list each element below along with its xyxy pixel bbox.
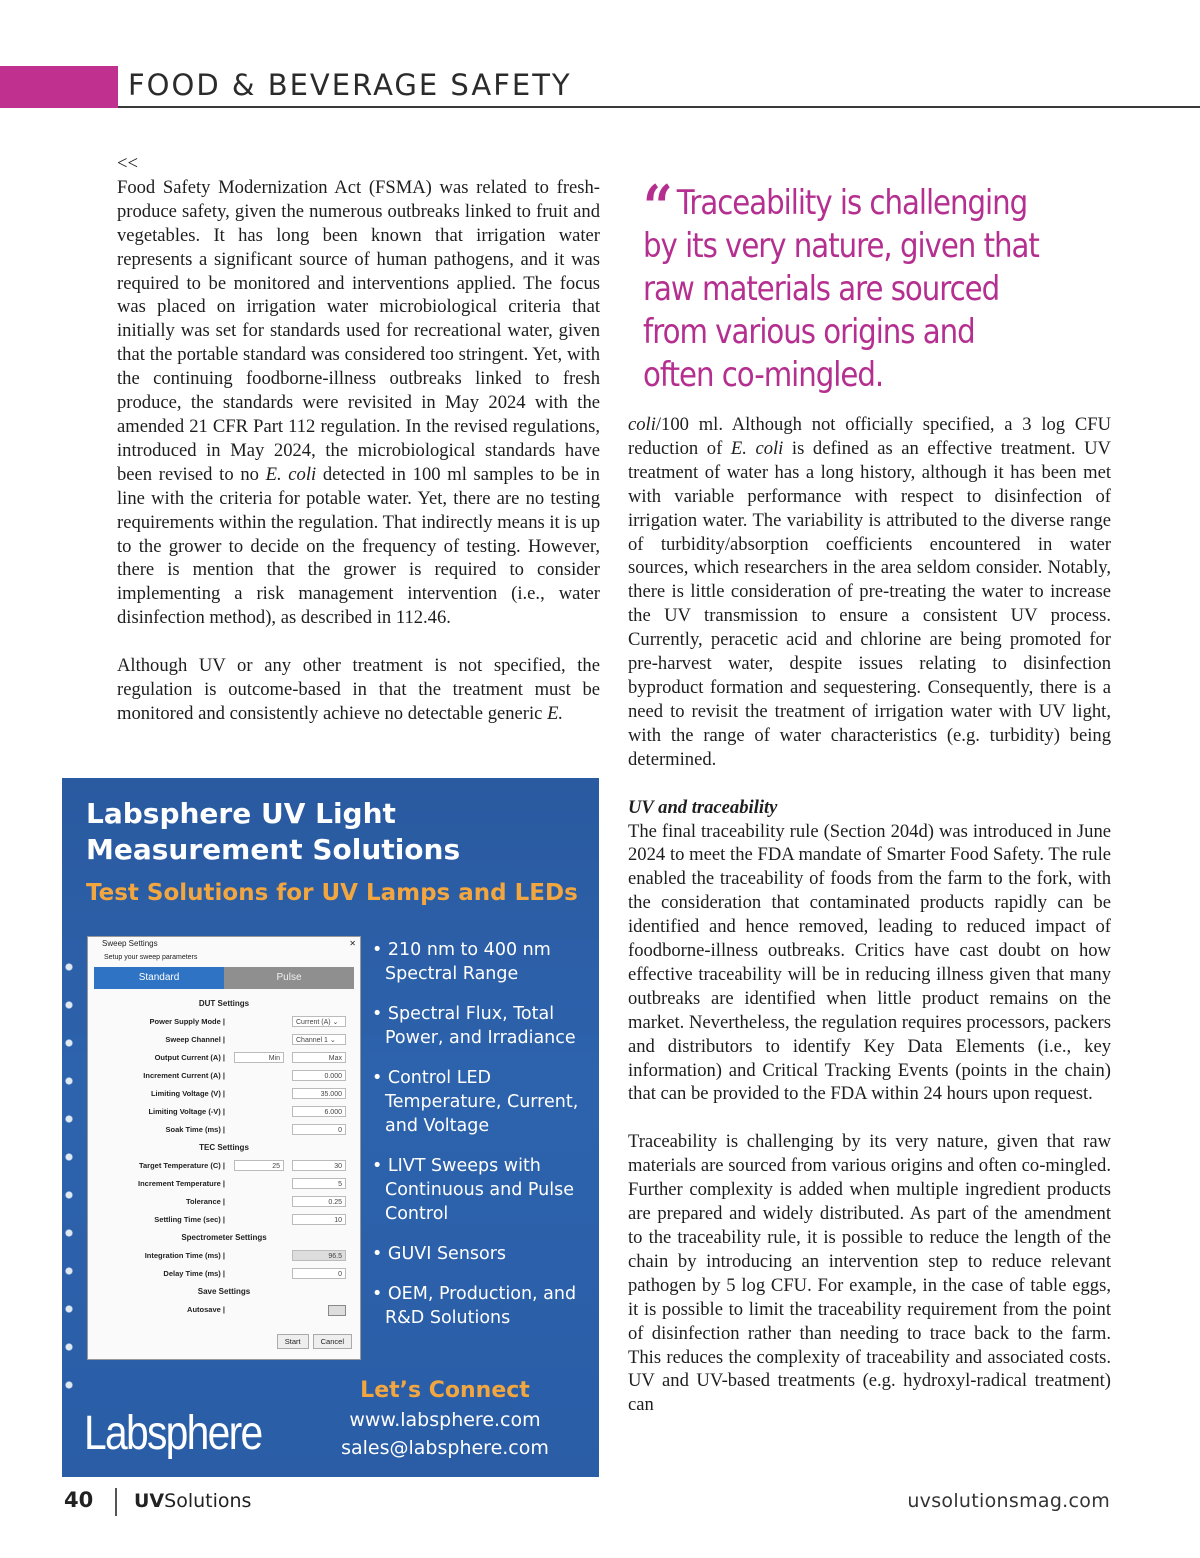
- pull-quote: “ Traceability is challenging by its very nature, given that raw materials are sourced from various origins and often co-mingled.: [643, 173, 1039, 395]
- setting-row: Output Current (A) | Min Max: [88, 1049, 360, 1067]
- section-label: TEC Settings: [199, 1143, 249, 1152]
- setting-row: Limiting Voltage (-V) | 6.000: [88, 1103, 360, 1121]
- setting-row: Delay Time (ms) | 0: [88, 1265, 360, 1283]
- setting-row: Sweep Channel | Channel 1 ⌄: [88, 1031, 360, 1049]
- ad-contact: [310, 1376, 580, 1462]
- labsphere-advertisement[interactable]: [62, 778, 599, 1477]
- list-item: • GUVI Sensors: [372, 1244, 507, 1264]
- site-url: uvsolutionsmag.com: [907, 1490, 1110, 1512]
- setting-row: Tolerance | 0.25: [88, 1193, 360, 1211]
- ad-title: Labsphere UV Light Measurement Solutions: [86, 797, 461, 866]
- setting-row: Increment Current (A) | 0.000: [88, 1067, 360, 1085]
- close-icon: ✕: [349, 939, 356, 948]
- continued-marker: <<: [117, 153, 138, 174]
- decorative-dots: [62, 948, 76, 1408]
- ad-subtitle: Test Solutions for UV Lamps and LEDs: [86, 880, 578, 906]
- info-text: Setup your sweep parameters: [104, 954, 198, 961]
- body-paragraph: Food Safety Modernization Act (FSMA) was related to fresh-produce safety, given the numerous outbreaks linked to fruit and vegetables. It has long been known that irrigation water represents a significant source of human pathogens, and it was required to be monitored and interventions applied. The focus was placed on irrigation water microbiological criteria that initially was set for standards used for recreational water, given that the portable standard was considered too stringent. Yet, with the continuing foodborne-illness outbreaks linked to fresh produce, the standards were revisited in May 2024 with the amended 21 CFR Part 112 regulation. In the revised regulations, introduced in May 2024, the microbiological standards have been revised to no E. coli detected in 100 ml samples to be in line with the criteria for potable water. Yet, there are no testing requirements within the regulation. That indirectly means it is up to the grower to decide on the frequency of testing. However, there is mention that the grower is required to consider implementing a risk management intervention (i.e., water disinfection method), as described in 112.46.: [117, 176, 600, 629]
- section-title: FOOD & BEVERAGE SAFETY: [128, 68, 572, 102]
- setting-row: Increment Temperature | 5: [88, 1175, 360, 1193]
- ad-email-link[interactable]: sales@labsphere.com: [341, 1437, 549, 1459]
- dialog-titlebar: Sweep Settings ✕: [88, 937, 360, 951]
- quote-mark-icon: “: [643, 173, 672, 243]
- body-paragraph: Traceability is challenging by its very nature, given that raw materials are sourced from various origins and often co-mingled. Further complexity is added when multiple ingredient products are prepared and widely distributed. As part of the amendment to the traceability rule, it is possible to reduce the length of the chain by introducing an intervention step to reduce relevant pathogen by 5 log CFU. For example, in the case of table eggs, it is possible to limit the traceability requirement from the point of disinfection rather than needing to trace back to the farm. This reduces the complexity of traceability and associated costs. UV and UV-based treatments (e.g. hydroxyl-radical treatment) can: [628, 1131, 1111, 1416]
- toggle-icon: [328, 1305, 346, 1316]
- list-item: • OEM, Production, and R&D Solutions: [372, 1284, 577, 1328]
- left-column: [117, 152, 600, 726]
- right-column: [628, 413, 1111, 1417]
- setting-row: Limiting Voltage (V) | 35.000: [88, 1085, 360, 1103]
- setting-row: Integration Time (ms) | 96.5: [88, 1247, 360, 1265]
- ad-url-link[interactable]: www.labsphere.com: [349, 1409, 541, 1431]
- setting-row: Target Temperature (C) | 25 30: [88, 1157, 360, 1175]
- page-number: 40: [64, 1488, 94, 1512]
- list-item: • Control LED Temperature, Current, and Voltage: [372, 1068, 579, 1136]
- header-rule: [118, 106, 1200, 108]
- body-paragraph: Although UV or any other treatment is not specified, the regulation is outcome-based in that the treatment must be monitored and consistently achieve no detectable generic E.: [117, 655, 600, 724]
- body-paragraph: coli/100 ml. Although not officially specified, a 3 log CFU reduction of E. coli is defined as an effective treatment. UV treatment of water has a long history, although it has been met with variable performance with respect to disinfection of irrigation water. The variability is attributed to the diverse range of turbidity/absorption coefficients encountered in water sources, which researchers in the area seldom consider. Notably, there is little consideration of pre-treating the water to increase the UV transmission to ensure a consistent UV process. Currently, peracetic acid and chlorine are being promoted for pre-harvest water, despite issues relating to disinfection byproduct formation and sequestering. Consequently, there is a need to revisit the treatment of irrigation water with UV light, with the range of water characteristics (e.g. turbidity) being determined.: [628, 414, 1111, 770]
- list-item: • 210 nm to 400 nm Spectral Range: [372, 940, 551, 984]
- section-label: DUT Settings: [198, 999, 250, 1008]
- list-item: • Spectral Flux, Total Power, and Irradiance: [372, 1004, 576, 1048]
- ad-feature-list: [372, 938, 597, 1346]
- labsphere-logo: Labsphere: [84, 1407, 262, 1460]
- list-item: • LIVT Sweeps with Continuous and Pulse Control: [372, 1156, 574, 1224]
- cancel-button: Cancel: [313, 1334, 352, 1349]
- subheading: UV and traceability: [628, 796, 778, 818]
- footer-divider: [115, 1488, 117, 1516]
- section-accent-bar: [0, 66, 118, 108]
- section-label: Save Settings: [197, 1287, 251, 1296]
- section-label: Spectrometer Settings: [181, 1233, 267, 1242]
- setting-row: Power Supply Mode | Current (A) ⌄: [88, 1013, 360, 1031]
- tab-standard: Standard: [94, 967, 224, 989]
- body-paragraph: The final traceability rule (Section 204d) was introduced in June 2024 to meet the FDA mandate of Smarter Food Safety. The rule enabled the traceability of foods from the farm to the fork, with the consideration that contaminated products rapidly can be identified and hence removed, leading to reduced impact of foodborne-illness outbreaks. Critics have cast doubt on how effective traceability will be in reducing illness given that many outbreaks are identified when little product remains on the market. Nevertheless, the regulation requires processors, packers and distributors to identify Key Data Elements (i.e., key information) and Critical Tracking Events (points in the chain) that can be provided to the FDA within 24 hours upon request.: [628, 820, 1111, 1105]
- setting-row: Soak Time (ms) | 0: [88, 1121, 360, 1139]
- magazine-brand: UVSolutions: [134, 1490, 252, 1512]
- setting-row: Settling Time (sec) | 10: [88, 1211, 360, 1229]
- start-button: Start: [277, 1334, 309, 1349]
- setting-row: Autosave |: [88, 1301, 360, 1319]
- sweep-settings-dialog: [87, 936, 361, 1360]
- cta-heading: Let’s Connect: [360, 1378, 530, 1403]
- tab-pulse: Pulse: [224, 967, 354, 989]
